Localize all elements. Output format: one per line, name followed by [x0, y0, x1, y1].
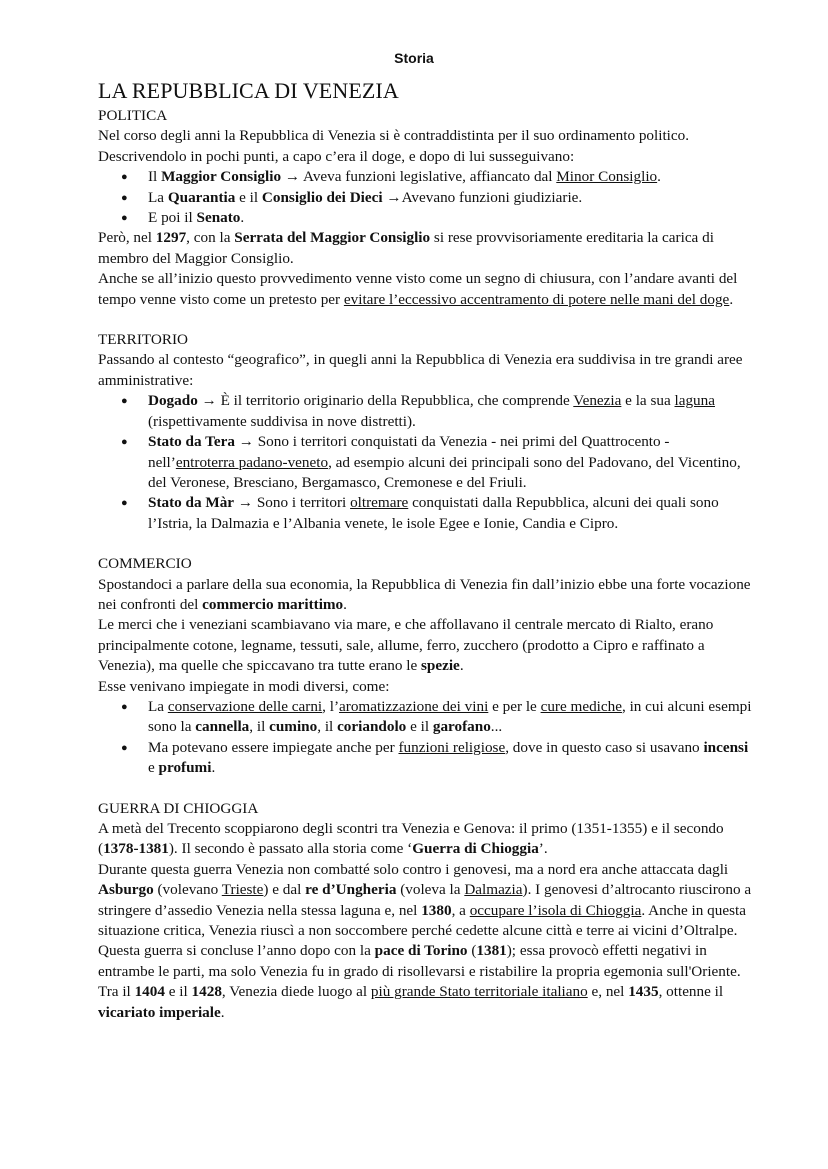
commercio-paragraph: Esse venivano impiegate in modi diversi, come: [98, 677, 390, 695]
list-item: ● Il Maggior Consiglio → Aveva funzioni legislative, affiancato dal Minor Consiglio. [148, 167, 758, 187]
commercio-paragraph: Le merci che i veneziani scambiavano via mare, e che affollavano il centrale mercato di Rialto, erano principalmente cotone, legname, tessuti, sale, allume, ferro, zucchero (prodotto a Cipro e raffinato a Venezia), ma quelle che spiccavano tra tutte erano le spezie. [98, 616, 714, 675]
list-item: ● Dogado → È il territorio originario della Repubblica, che comprende Venezia e la sua laguna (rispettivamente suddivisa in nove distretti). [148, 391, 758, 432]
section-heading-guerra: GUERRA DI CHIOGGIA [98, 799, 259, 817]
politica-paragraph: Però, nel 1297, con la Serrata del Maggior Consiglio si rese provvisoriamente ereditaria la carica di membro del Maggior Consiglio. [98, 229, 714, 267]
politica-list [98, 167, 758, 228]
spacer [98, 310, 758, 330]
list-item: ● La conservazione delle carni, l’aromatizzazione dei vini e per le cure mediche, in cui alcuni esempi sono la cannella, il cumino, il coriandolo e il garofano... [148, 697, 758, 738]
guerra-paragraph: A metà del Trecento scoppiarono degli scontri tra Venezia e Genova: il primo (1351-1355) e il secondo (1378-1381). Il secondo è passato alla storia come ‘Guerra di Chioggia’. [98, 820, 724, 858]
document-body [98, 78, 758, 1023]
list-item: ● La Quarantia e il Consiglio dei Dieci →Avevano funzioni giudiziarie. [148, 188, 758, 208]
territorio-list [98, 391, 758, 534]
list-item: ● Stato da Tera → Sono i territori conquistati da Venezia - nei primi del Quattrocento - nell’entroterra padano-veneto, ad esempio alcuni dei principali sono del Padovano, del Vicentino, del Veronese, Bresciano, Bergamasco, Cremonese e del Friuli. [148, 432, 758, 493]
guerra-paragraph: Durante questa guerra Venezia non combatté solo contro i genovesi, ma a nord era anche attaccata dagli Asburgo (volevano Trieste) e dal re d’Ungheria (voleva la Dalmazia). I genovesi d’altrocanto riuscirono a stringere d’assedio Venezia nella stessa laguna e, nel 1380, a occupare l’isola di Chioggia. Anche in questa situazione critica, Venezia riuscì a non soccombere perché cedette alcune città e terre ai vicini d’Oltralpe. [98, 860, 752, 940]
section-heading-territorio: TERRITORIO [98, 331, 188, 349]
politica-paragraph: Anche se all’inizio questo provvedimento venne visto come un segno di chiusura, con l’andare avanti del tempo venne visto come un pretesto per evitare l’eccessivo accentramento di potere nelle mani del doge. [98, 270, 738, 308]
guerra-paragraph: Tra il 1404 e il 1428, Venezia diede luogo al più grande Stato territoriale italiano e, nel 1435, ottenne il vicariato imperiale. [98, 983, 724, 1021]
list-item: ● Stato da Màr → Sono i territori oltremare conquistati dalla Repubblica, alcuni dei quali sono l’Istria, la Dalmazia e l’Albania venete, le isole Egee e Ionie, Candia e Cipro. [148, 493, 758, 534]
commercio-list [98, 697, 758, 779]
list-item: ● Ma potevano essere impiegate anche per funzioni religiose, dove in questo caso si usavano incensi e profumi. [148, 738, 758, 779]
spacer [98, 779, 758, 799]
section-heading-politica: POLITICA [98, 107, 168, 124]
politica-intro: Nel corso degli anni la Repubblica di Venezia si è contraddistinta per il suo ordinamento politico. Descrivendolo in pochi punti, a capo c’era il doge, e dopo di lui susseguivano: [98, 127, 690, 165]
commercio-paragraph: Spostandoci a parlare della sua economia, la Repubblica di Venezia fin dall’inizio ebbe una forte vocazione nei confronti del commercio marittimo. [98, 575, 751, 613]
subject-header: Storia [394, 50, 434, 66]
guerra-paragraph: Questa guerra si concluse l’anno dopo con la pace di Torino (1381); essa provocò effetti negativi in entrambe le parti, ma solo Venezia fu in grado di risollevarsi e ristabilire la propria egemonia sull'Oriente. [98, 942, 741, 980]
spacer [98, 534, 758, 554]
document-title: LA REPUBBLICA DI VENEZIA [98, 78, 399, 103]
list-item: ● E poi il Senato. [148, 208, 758, 228]
section-heading-commercio: COMMERCIO [98, 555, 192, 573]
territorio-intro: Passando al contesto “geografico”, in quegli anni la Repubblica di Venezia era suddivisa in tre grandi aree amministrative: [98, 351, 743, 389]
